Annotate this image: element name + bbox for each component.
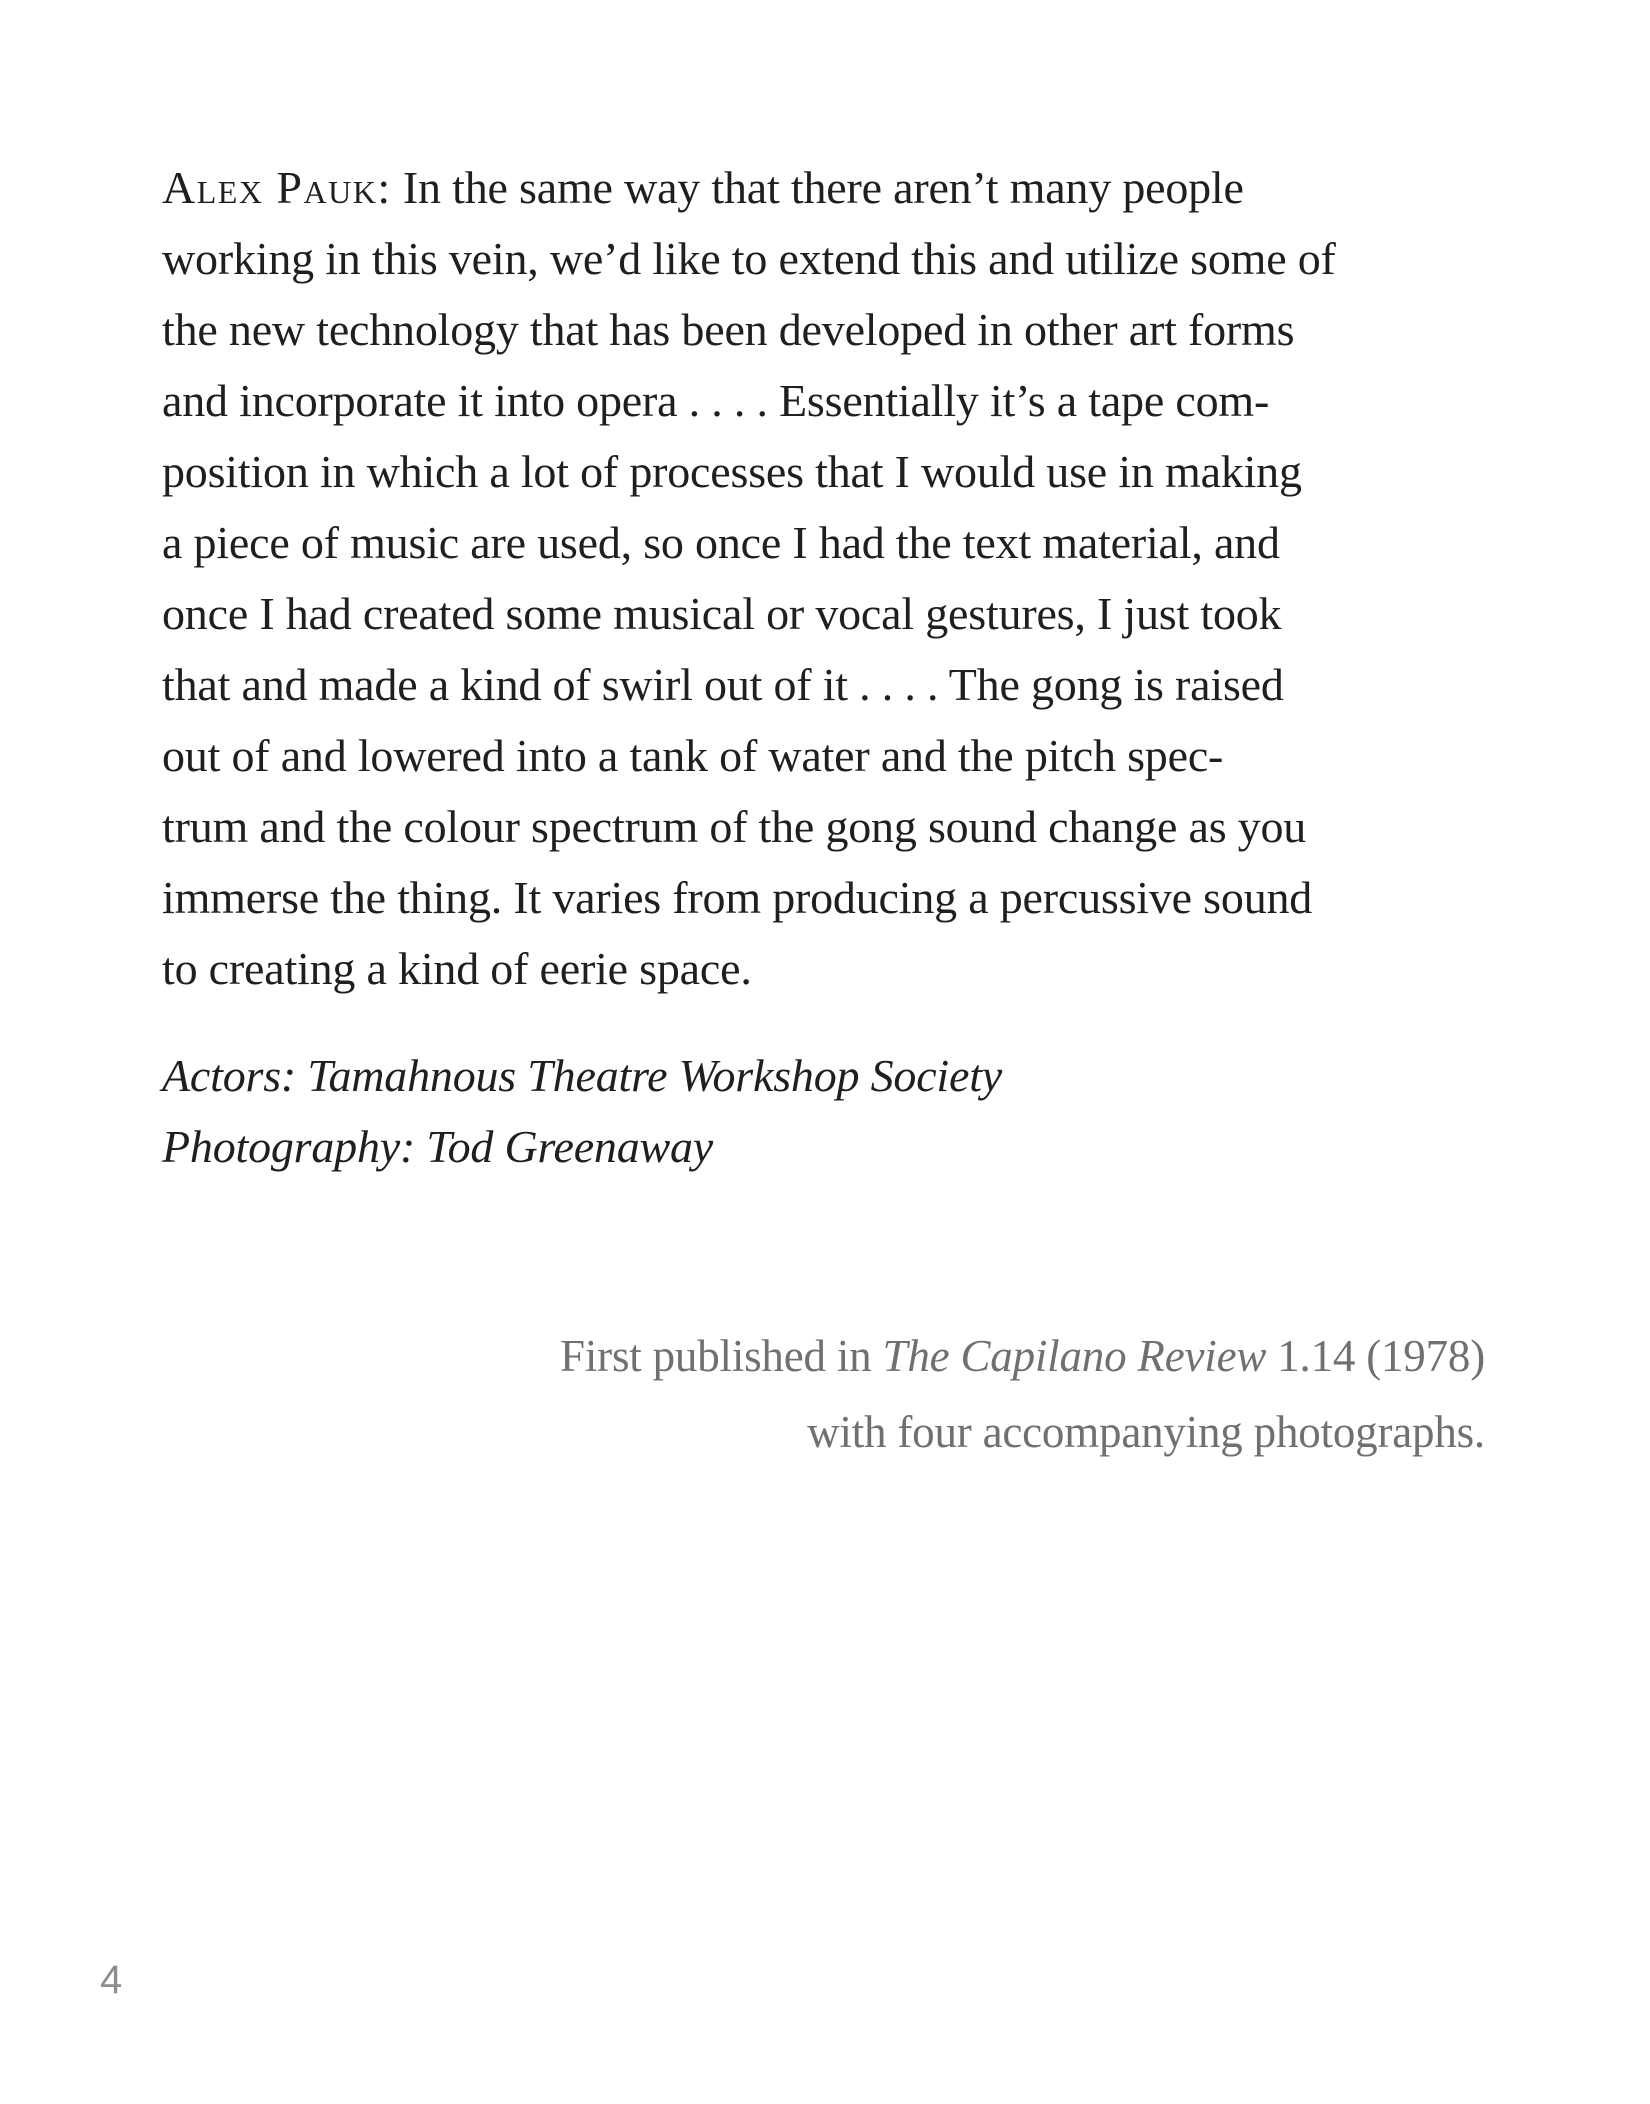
page-number: 4 (100, 1958, 123, 2002)
body-line: immerse the thing. It varies from producing a percussive sound (162, 872, 1313, 923)
colophon-line-1 (385, 1318, 1485, 1394)
credits-block (162, 1040, 1002, 1182)
colophon-prefix: First published in (560, 1331, 883, 1381)
body-line: a piece of music are used, so once I had the text material, and (162, 517, 1280, 568)
colophon-line-2: with four accompanying photographs. (807, 1407, 1485, 1457)
body-line: position in which a lot of processes that I would use in making (162, 446, 1302, 497)
body-line: out of and lowered into a tank of water and the pitch spec- (162, 730, 1224, 781)
body-line: the new technology that has been developed in other art forms (162, 304, 1295, 355)
body-line: and incorporate it into opera . . . . Essentially it’s a tape com- (162, 375, 1270, 426)
body-line: once I had created some musical or vocal gestures, I just took (162, 588, 1282, 639)
colophon-suffix: 1.14 (1978) (1266, 1331, 1485, 1381)
body-line (162, 152, 1336, 223)
body-line: to creating a kind of eerie space. (162, 943, 752, 994)
body-line: trum and the colour spectrum of the gong sound change as you (162, 801, 1307, 852)
body-line-text: In the same way that there aren’t many people (391, 162, 1244, 213)
journal-title: The Capilano Review (882, 1331, 1267, 1381)
body-paragraph (162, 152, 1336, 1004)
speaker-name: Alex Pauk: (162, 162, 392, 213)
credit-photography: Photography: Tod Greenaway (162, 1121, 714, 1172)
colophon-block (385, 1318, 1485, 1470)
body-line: working in this vein, we’d like to extend this and utilize some of (162, 233, 1336, 284)
credit-actors: Actors: Tamahnous Theatre Workshop Society (162, 1050, 1003, 1101)
body-line: that and made a kind of swirl out of it . . . . The gong is raised (162, 659, 1284, 710)
